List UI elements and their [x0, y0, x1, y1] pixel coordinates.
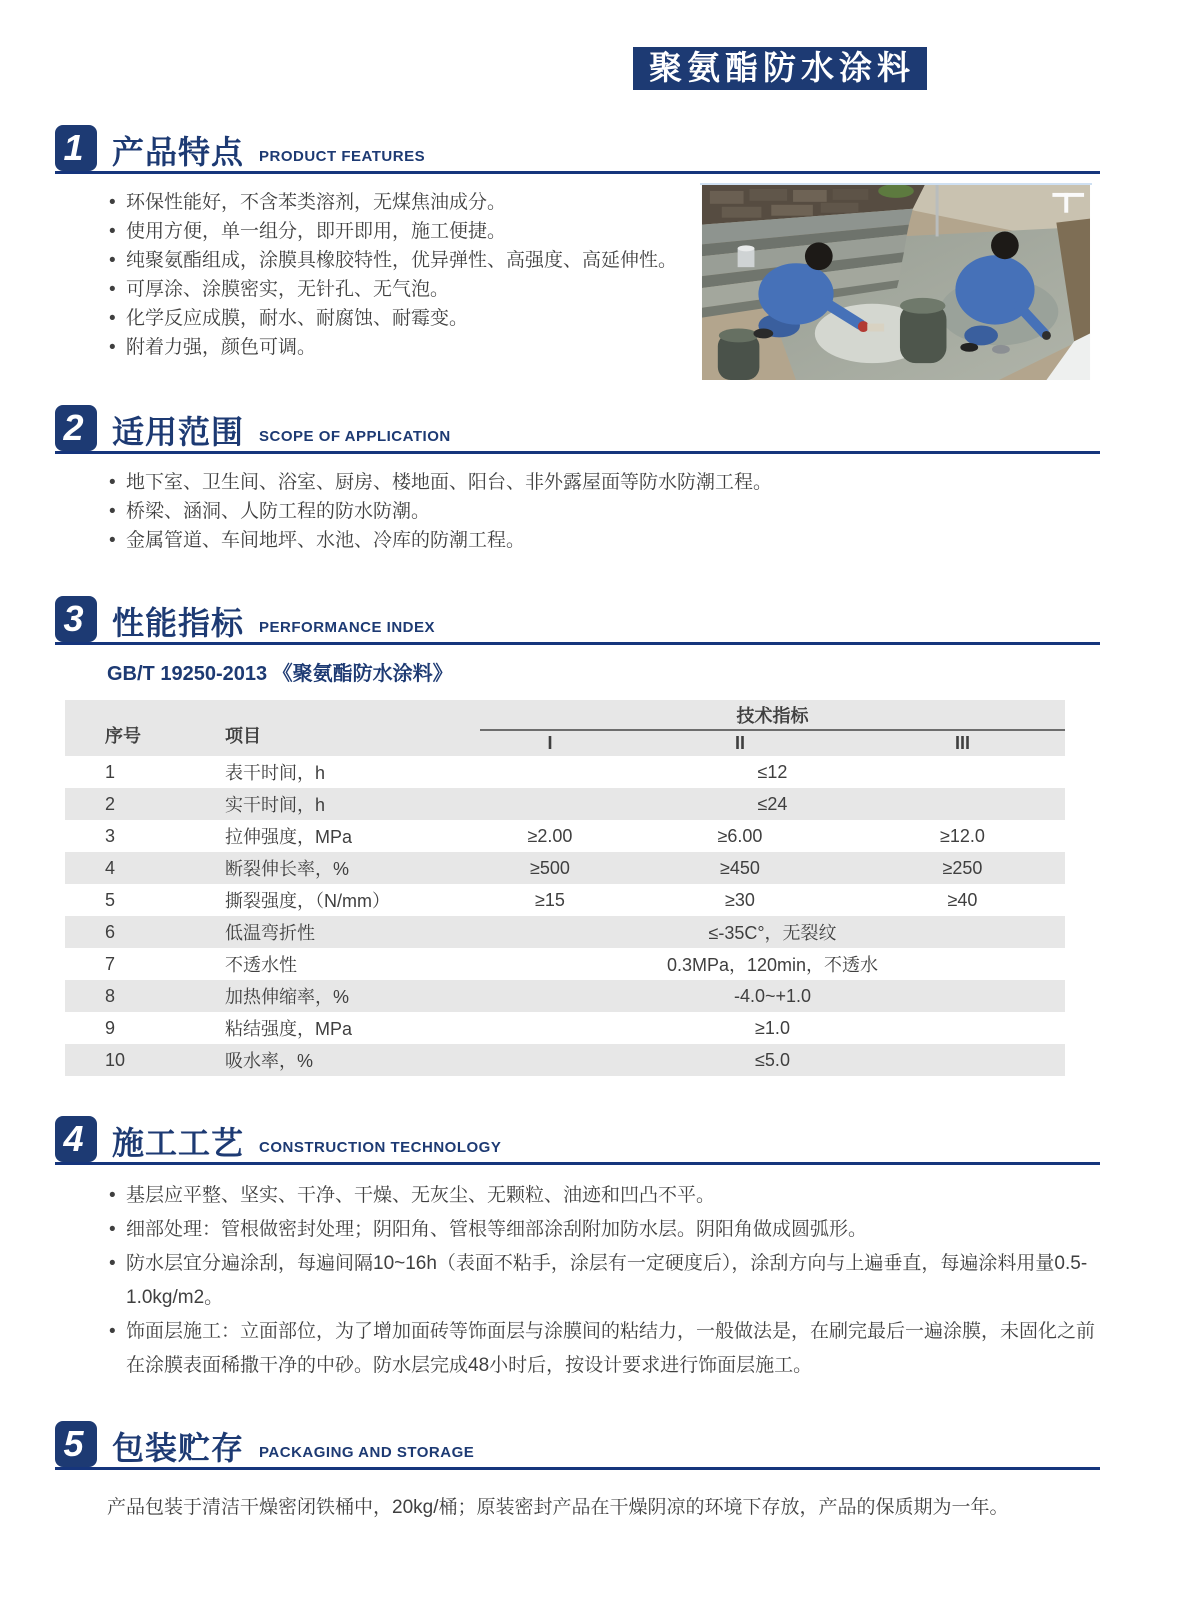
bullet-item: • 金属管道、车间地坪、水池、冷库的防潮工程。: [107, 526, 1100, 555]
section-product-features: [55, 126, 1100, 362]
row-item: 表干时间，h: [225, 763, 326, 783]
table-row: [65, 756, 1065, 788]
section-subtitle: PACKAGING AND STORAGE: [259, 1444, 475, 1461]
row-value-3: ≥250: [942, 857, 983, 878]
bullet-item: • 饰面层施工：立面部位，为了增加面砖等饰面层与涂膜间的粘结力，一般做法是，在刷完最后一遍涂膜，未固化之前在涂膜表面稀撒干净的中砂。防水层完成48小时后，按设计要求进行饰面层施工。: [107, 1315, 1100, 1383]
section-subtitle: SCOPE OF APPLICATION: [259, 428, 451, 445]
row-value-1: ≥2.00: [527, 825, 573, 846]
section-number-badge: 2: [55, 405, 97, 451]
row-no: 3: [105, 825, 116, 846]
bullet-item: • 化学反应成膜，耐水、耐腐蚀、耐霉变。: [107, 304, 700, 333]
row-value-2: ≥30: [725, 889, 755, 910]
bullet-item: • 纯聚氨酯组成，涂膜具橡胶特性，优异弹性、高强度、高延伸性。: [107, 246, 700, 275]
row-value-3: ≥12.0: [940, 825, 985, 846]
col-header-grade-3: III: [860, 730, 1065, 756]
table-row: [65, 1044, 1065, 1076]
row-item: 低温弯折性: [225, 923, 315, 943]
section-construction: [55, 1117, 1100, 1383]
row-item: 粘结强度，MPa: [225, 1019, 353, 1039]
row-value-2: ≥6.00: [717, 825, 763, 846]
section-title: 产品特点: [112, 134, 245, 170]
features-list: [55, 188, 700, 362]
section-title: 适用范围: [112, 414, 245, 450]
row-value-1: ≥500: [530, 857, 570, 878]
row-value: ≤-35C°，无裂纹: [708, 923, 837, 943]
table-row: [65, 980, 1065, 1012]
section-subtitle: PRODUCT FEATURES: [259, 148, 426, 165]
standard-reference: GB/T 19250-2013 《聚氨酯防水涂料》: [107, 663, 453, 685]
performance-table: [65, 700, 1065, 1076]
table-header-row: [65, 700, 1065, 730]
row-item: 实干时间，h: [225, 795, 326, 815]
table-row: [65, 852, 1065, 884]
table-row: [65, 916, 1065, 948]
row-no: 8: [105, 985, 116, 1006]
bullet-item: • 使用方便，单一组分，即开即用，施工便捷。: [107, 217, 700, 246]
section-header: [55, 597, 1100, 645]
section-number-badge: 4: [55, 1116, 97, 1162]
col-header-item: 项目: [180, 700, 480, 756]
row-value-1: ≥15: [535, 889, 565, 910]
row-item: 撕裂强度，（N/mm）: [225, 891, 390, 911]
section-header: [55, 126, 1100, 174]
row-value-2: ≥450: [720, 857, 760, 878]
row-value: ≤24: [757, 793, 788, 814]
section-header: [55, 1422, 1100, 1470]
row-value: ≤12: [757, 761, 788, 782]
row-no: 5: [105, 889, 116, 910]
construction-list: [55, 1179, 1100, 1383]
bullet-item: • 地下室、卫生间、浴室、厨房、楼地面、阳台、非外露屋面等防水防潮工程。: [107, 468, 1100, 497]
bullet-item: • 环保性能好，不含苯类溶剂，无煤焦油成分。: [107, 188, 700, 217]
col-header-tech-index: 技术指标: [480, 700, 1065, 730]
col-header-grade-1: I: [480, 730, 620, 756]
row-item: 不透水性: [225, 955, 297, 975]
scope-list: [55, 468, 1100, 555]
section-number-badge: 5: [55, 1421, 97, 1467]
bullet-item: • 可厚涂、涂膜密实，无针孔、无气泡。: [107, 275, 700, 304]
row-value: -4.0~+1.0: [733, 985, 812, 1006]
bullet-item: • 附着力强，颜色可调。: [107, 333, 700, 362]
section-header: [55, 1117, 1100, 1165]
row-no: 1: [105, 761, 116, 782]
table-row: [65, 1012, 1065, 1044]
section-packaging: [55, 1422, 1100, 1522]
section-scope: [55, 406, 1100, 555]
bullet-item: • 防水层宜分遍涂刮，每遍间隔10~16h（表面不粘手，涂层有一定硬度后），涂刮方向与上遍垂直，每遍涂料用量0.5-1.0kg/m2。: [107, 1247, 1100, 1315]
section-number-badge: 3: [55, 596, 97, 642]
row-item: 断裂伸长率，%: [225, 859, 350, 879]
table-row: [65, 948, 1065, 980]
table-row: [65, 788, 1065, 820]
row-value-3: ≥40: [947, 889, 978, 910]
row-no: 4: [105, 857, 116, 878]
row-no: 7: [105, 953, 116, 974]
row-item: 加热伸缩率，%: [225, 987, 350, 1007]
bullet-item: • 基层应平整、坚实、干净、干燥、无灰尘、无颗粒、油迹和凹凸不平。: [107, 1179, 1100, 1213]
row-no: 2: [105, 793, 116, 814]
row-item: 吸水率，%: [225, 1051, 314, 1071]
row-value: ≥1.0: [755, 1017, 790, 1038]
col-header-no: 序号: [65, 700, 180, 756]
section-subtitle: CONSTRUCTION TECHNOLOGY: [259, 1139, 502, 1156]
table-row: [65, 884, 1065, 916]
bullet-item: • 细部处理：管根做密封处理；阴阳角、管根等细部涂刮附加防水层。阴阳角做成圆弧形。: [107, 1213, 1100, 1247]
product-photo: [700, 183, 1092, 380]
row-no: 10: [105, 1049, 126, 1070]
col-header-grade-2: II: [620, 730, 860, 756]
workers-applying-coating-illustration: [700, 185, 1092, 380]
section-title: 性能指标: [112, 605, 245, 641]
section-title: 包装贮存: [112, 1430, 245, 1466]
row-item: 拉伸强度，MPa: [225, 827, 353, 847]
table-row: [65, 820, 1065, 852]
section-performance-index: [55, 597, 1100, 1076]
section-header: [55, 406, 1100, 454]
section-title: 施工工艺: [112, 1125, 245, 1161]
row-value: ≤5.0: [755, 1049, 790, 1070]
section-number-badge: 1: [55, 125, 97, 171]
page-title-banner: 聚氨酯防水涂料: [633, 47, 927, 90]
row-no: 9: [105, 1017, 116, 1038]
row-no: 6: [105, 921, 116, 942]
bullet-item: • 桥梁、涵洞、人防工程的防水防潮。: [107, 497, 1100, 526]
packaging-text: 产品包装于清洁干燥密闭铁桶中，20kg/桶；原装密封产品在干燥阴凉的环境下存放，产品的保质期为一年。: [107, 1497, 1009, 1518]
section-subtitle: PERFORMANCE INDEX: [259, 619, 436, 636]
row-value: 0.3MPa，120min，不透水: [666, 955, 879, 975]
